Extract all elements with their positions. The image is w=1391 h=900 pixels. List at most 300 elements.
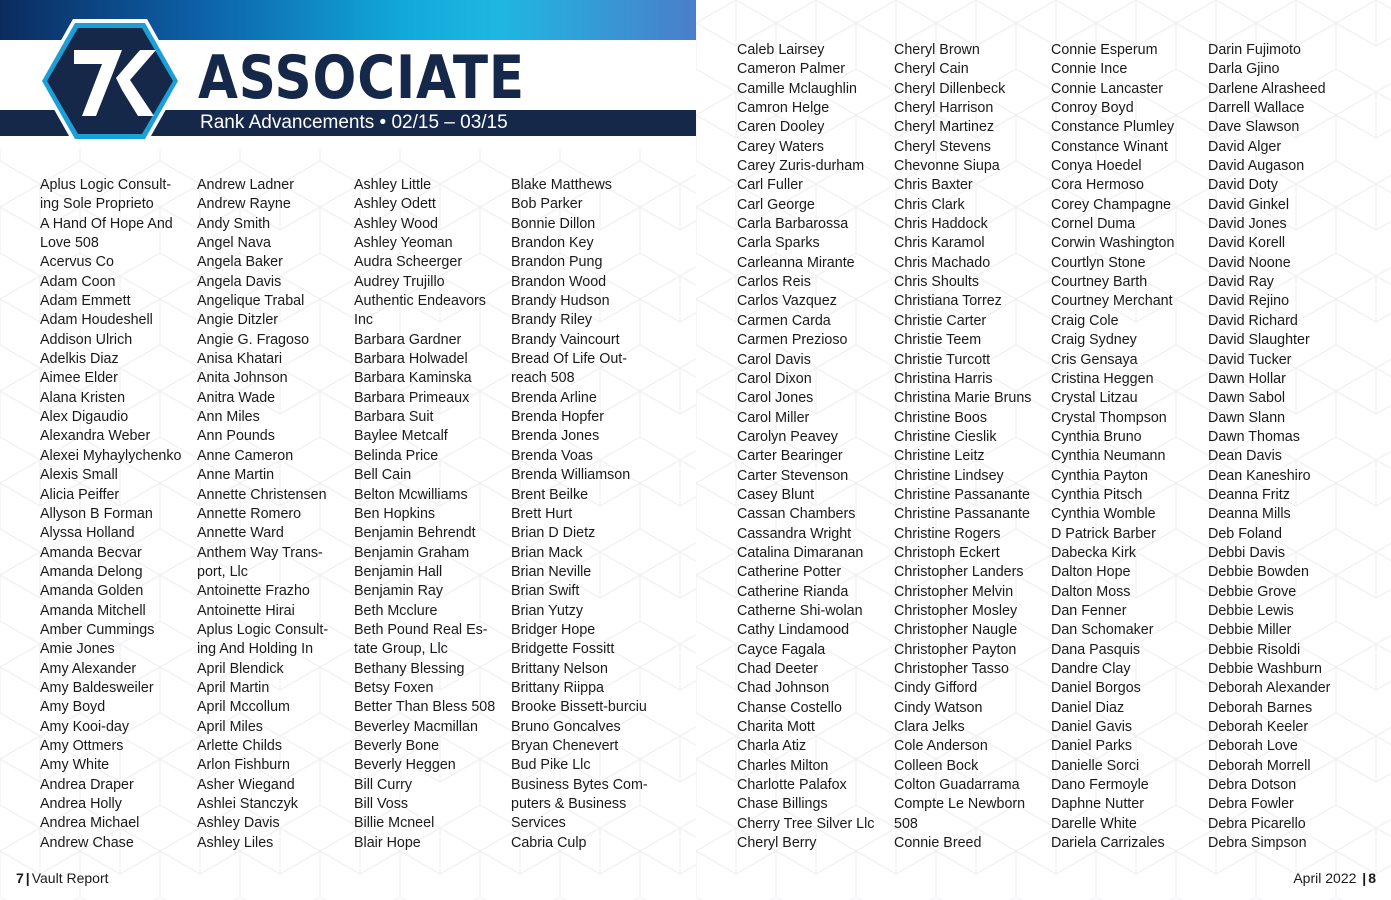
page-number-left: 7 — [16, 870, 24, 886]
associate-name: Ben Hopkins — [354, 505, 436, 522]
associate-name: Bob Parker — [511, 196, 583, 213]
associate-name: Dalton Hope — [1051, 564, 1131, 581]
associate-name: Christina Harris — [894, 370, 993, 387]
associate-name: Cynthia Bruno — [1051, 428, 1142, 445]
associate-name: Aplus Logic Consult- — [197, 621, 329, 638]
associate-name: Ann Pounds — [197, 428, 275, 445]
associate-name: Anthem Way Trans- — [197, 544, 323, 561]
associate-name: Ashley Liles — [197, 834, 274, 851]
associate-name: D Patrick Barber — [1051, 525, 1156, 542]
associate-name: Arlette Childs — [197, 737, 283, 754]
associate-name: Ashley Odett — [354, 196, 436, 213]
associate-name: Compte Le Newborn — [894, 796, 1026, 813]
footer-left — [16, 868, 109, 888]
associate-name: Brenda Williamson — [511, 467, 631, 484]
associate-name: Brandy Vaincourt — [511, 331, 620, 348]
associate-name: Beth Pound Real Es- — [354, 621, 488, 638]
associate-name: Carla Barbarossa — [737, 216, 849, 233]
associate-name: Better Than Bless 508 — [354, 699, 496, 716]
associate-name: Barbara Suit — [354, 409, 434, 426]
associate-name: Craig Cole — [1051, 312, 1119, 329]
associate-name: Carolyn Peavey — [737, 428, 838, 445]
footer-separator: | — [25, 870, 30, 886]
associate-name: Authentic Endeavors — [354, 293, 486, 310]
associate-name: Andy Smith — [197, 215, 271, 232]
associate-name: Christopher Naugle — [894, 622, 1018, 639]
associate-name: Amy Baldesweiler — [40, 679, 154, 696]
associate-name: Ann Miles — [197, 409, 260, 426]
associate-name: ing And Holding In — [197, 641, 314, 658]
associate-name: Connie Breed — [894, 835, 982, 852]
associate-name: Alexis Small — [40, 467, 118, 484]
associate-name: Debra Picarello — [1208, 815, 1306, 832]
associate-name: Carmen Carda — [737, 312, 831, 329]
associate-name: Conya Hoedel — [1051, 158, 1142, 175]
associate-name: Dariela Carrizales — [1051, 835, 1165, 852]
associate-name: Andrea Holly — [40, 796, 122, 812]
associate-name: Anne Martin — [197, 467, 275, 484]
associate-name: Ashley Davis — [197, 815, 280, 832]
associate-name: Belinda Price — [354, 447, 439, 464]
associate-name: Dave Slawson — [1208, 119, 1300, 136]
associate-name: Amy Ottmers — [40, 737, 124, 754]
associate-name: Beverley Macmillan — [354, 718, 478, 735]
associate-name: Daniel Gavis — [1051, 719, 1133, 736]
associate-name: Debbie Lewis — [1208, 602, 1294, 619]
associate-name: A Hand Of Hope And — [40, 215, 173, 232]
associate-name: Dawn Slann — [1208, 409, 1286, 426]
associate-name: Debbie Risoldi — [1208, 641, 1301, 658]
associate-name: Darelle White — [1051, 815, 1137, 832]
associate-name: Danielle Sorci — [1051, 757, 1140, 774]
associate-name: Craig Sydney — [1051, 332, 1137, 349]
name-column-6 — [894, 41, 1031, 853]
associate-name: Corey Champagne — [1051, 196, 1172, 213]
associate-name: Brittany Riippa — [511, 679, 604, 696]
associate-name: Camille Mclaughlin — [737, 80, 857, 97]
associate-name: David Doty — [1208, 177, 1278, 194]
associate-name: Courtney Merchant — [1051, 293, 1173, 310]
associate-name: Chanse Costello — [737, 699, 842, 716]
associate-name: Chad Johnson — [737, 680, 830, 697]
associate-name: Dean Davis — [1208, 448, 1282, 465]
associate-name: Cindy Watson — [894, 699, 983, 716]
associate-name: Andrew Ladner — [197, 177, 294, 193]
associate-name: Camron Helge — [737, 100, 830, 117]
associate-name: Ashley Little — [354, 177, 432, 193]
associate-name: Audra Scheerger — [354, 254, 463, 271]
associate-name: Charles Milton — [737, 757, 829, 774]
associate-name: David Slaughter — [1208, 332, 1310, 349]
associate-name: Andrew Chase — [40, 834, 134, 851]
associate-name: Amanda Golden — [40, 583, 144, 600]
associate-name: Christopher Landers — [894, 564, 1024, 581]
associate-name: Deanna Fritz — [1208, 486, 1290, 503]
associate-name: Cassandra Wright — [737, 525, 852, 542]
associate-name: Cheryl Cain — [894, 61, 969, 78]
associate-name: Darin Fujimoto — [1208, 42, 1301, 58]
associate-name: Catalina Dimaranan — [737, 544, 864, 561]
associate-name: Billie Mcneel — [354, 815, 435, 832]
associate-name: Daphne Nutter — [1051, 796, 1144, 813]
associate-name: Belton Mcwilliams — [354, 486, 468, 503]
associate-name: Brittany Nelson — [511, 660, 608, 677]
footer-publication-name: Vault Report — [31, 870, 109, 886]
associate-name: Ashley Yeoman — [354, 235, 453, 252]
associate-name: Crystal Thompson — [1051, 409, 1167, 426]
associate-name: Bridgette Fossitt — [511, 641, 615, 658]
associate-name: Benjamin Behrendt — [354, 525, 476, 542]
associate-name: Deanna Mills — [1208, 506, 1291, 523]
associate-name: Carl Fuller — [737, 177, 803, 194]
footer-issue-date: April 2022 — [1293, 870, 1357, 886]
associate-name: Blair Hope — [354, 834, 421, 851]
associate-name: David Alger — [1208, 138, 1282, 155]
name-column-2 — [197, 176, 328, 853]
associate-name: Dawn Hollar — [1208, 370, 1286, 387]
associate-name: Cheryl Berry — [737, 835, 817, 852]
associate-name: Beverly Heggen — [354, 757, 456, 774]
associate-name: Andrea Michael — [40, 815, 140, 832]
associate-name: Alexei Myhaylychenko — [40, 447, 182, 464]
associate-name: Cynthia Womble — [1051, 506, 1156, 523]
associate-name: Amie Jones — [40, 641, 115, 658]
associate-name: Annette Ward — [197, 525, 284, 542]
associate-name: Cynthia Payton — [1051, 467, 1148, 484]
associate-name: Bethany Blessing — [354, 660, 465, 677]
associate-name: Christie Teem — [894, 332, 982, 349]
associate-name: April Martin — [197, 679, 270, 696]
associate-name: Love 508 — [40, 235, 99, 252]
associate-name: Christopher Tasso — [894, 661, 1009, 677]
associate-name: Benjamin Ray — [354, 583, 443, 600]
associate-name: Chevonne Siupa — [894, 158, 1000, 175]
associate-name: Annette Romero — [197, 505, 302, 522]
associate-name: Amy Boyd — [40, 699, 106, 716]
associate-name: Baylee Metcalf — [354, 428, 448, 445]
associate-name: Christine Lindsey — [894, 467, 1004, 484]
associate-name: Cherry Tree Silver Llc — [737, 815, 875, 832]
associate-name: Bell Cain — [354, 467, 412, 484]
associate-name: Christie Carter — [894, 312, 987, 329]
associate-name: Carter Bearinger — [737, 448, 843, 465]
associate-name: Brian Yutzy — [511, 602, 584, 619]
associate-name: Cayce Fagala — [737, 641, 826, 658]
associate-name: Christopher Payton — [894, 641, 1017, 658]
associate-name: Bryan Chenevert — [511, 737, 619, 754]
associate-name: Chris Shoults — [894, 274, 980, 291]
associate-name: April Mccollum — [197, 699, 290, 716]
associate-name: Brenda Voas — [511, 447, 593, 464]
associate-name: Brian D Dietz — [511, 525, 596, 542]
name-column-1 — [40, 176, 181, 853]
associate-name: Alex Digaudio — [40, 409, 129, 426]
associate-name: Christine Passanante — [894, 486, 1030, 503]
associate-name: Carol Miller — [737, 409, 810, 426]
associate-name: Christie Turcott — [894, 351, 991, 368]
associate-name: Adam Emmett — [40, 293, 131, 310]
associate-name: Debbie Washburn — [1208, 661, 1322, 677]
associate-name: Dabecka Kirk — [1051, 544, 1137, 561]
associate-name: Carla Sparks — [737, 235, 820, 252]
associate-name: David Richard — [1208, 312, 1298, 329]
associate-name: Christiana Torrez — [894, 293, 1002, 310]
associate-name: Beth Mcclure — [354, 602, 438, 619]
associate-name: Allyson B Forman — [40, 505, 153, 522]
associate-name: Annette Christensen — [197, 486, 327, 503]
associate-name: Angel Nava — [197, 235, 271, 252]
associate-name: Catherne Shi-wolan — [737, 602, 863, 619]
associate-name: Brandy Hudson — [511, 293, 610, 310]
page-subtitle: Rank Advancements • 02/15 – 03/15 — [200, 112, 508, 133]
associate-name: Betsy Foxen — [354, 679, 434, 696]
associate-name: Dano Fermoyle — [1051, 777, 1149, 794]
associate-name: Daniel Diaz — [1051, 699, 1125, 716]
associate-name: Casey Blunt — [737, 486, 815, 503]
associate-name: Amy White — [40, 757, 110, 774]
page-number-right: 8 — [1368, 870, 1376, 886]
associate-name: puters & Business — [511, 796, 627, 812]
associate-name: Christine Boos — [894, 409, 987, 426]
associate-name: Catherine Rianda — [737, 583, 849, 600]
associate-name: Cheryl Brown — [894, 42, 980, 58]
associate-name: Amy Kooi-day — [40, 718, 129, 735]
associate-name: Carleanna Mirante — [737, 254, 855, 271]
associate-name: Brooke Bissett-burciu — [511, 699, 647, 716]
associate-name: Dawn Sabol — [1208, 390, 1286, 407]
associate-name: Charita Mott — [737, 719, 815, 736]
associate-name: Carol Dixon — [737, 370, 812, 387]
associate-name: Bonnie Dillon — [511, 215, 596, 232]
associate-name: Christine Rogers — [894, 525, 1001, 542]
associate-name: Dana Pasquis — [1051, 641, 1141, 658]
associate-name: Inc — [354, 312, 374, 329]
associate-name: Brenda Arline — [511, 389, 597, 406]
associate-name: Brandon Key — [511, 235, 594, 252]
associate-name: Christina Marie Bruns — [894, 390, 1032, 407]
associate-name: Barbara Holwadel — [354, 351, 468, 368]
associate-name: Dan Schomaker — [1051, 622, 1154, 639]
associate-name: Bread Of Life Out- — [511, 351, 628, 368]
name-column-7 — [1051, 41, 1174, 853]
associate-name: Brandon Pung — [511, 254, 603, 271]
associate-name: Chris Machado — [894, 254, 991, 271]
associate-name: Cris Gensaya — [1051, 351, 1138, 368]
associate-name: Brian Neville — [511, 563, 592, 580]
associate-name: Carter Stevenson — [737, 467, 849, 484]
associate-name: Courtlyn Stone — [1051, 254, 1146, 271]
associate-name: Cheryl Martinez — [894, 119, 995, 136]
associate-name: April Miles — [197, 718, 263, 735]
associate-name: Barbara Primeaux — [354, 389, 470, 406]
associate-name: ing Sole Proprieto — [40, 196, 154, 213]
associate-name: Anisa Khatari — [197, 351, 283, 368]
associate-name: Carl George — [737, 196, 815, 213]
associate-name: Carlos Vazquez — [737, 293, 837, 310]
associate-name: Deb Foland — [1208, 525, 1282, 542]
associate-name: Connie Ince — [1051, 61, 1128, 78]
associate-name: Anne Cameron — [197, 447, 294, 464]
associate-name: Debbie Miller — [1208, 622, 1292, 639]
associate-name: David Rejino — [1208, 293, 1290, 310]
associate-name: Cathy Lindamood — [737, 622, 850, 639]
associate-name: Caren Dooley — [737, 119, 825, 136]
associate-name: Dalton Moss — [1051, 583, 1131, 600]
associate-name: Clara Jelks — [894, 719, 965, 736]
associate-name: Daniel Parks — [1051, 738, 1133, 755]
associate-name: Carmen Prezioso — [737, 332, 848, 349]
associate-name: Carey Waters — [737, 138, 824, 155]
associate-name: Constance Winant — [1051, 138, 1168, 155]
associate-name: Bill Voss — [354, 796, 409, 812]
associate-name: Conroy Boyd — [1051, 100, 1134, 117]
associate-name: Catherine Potter — [737, 564, 842, 581]
associate-name: Alana Kristen — [40, 389, 126, 406]
associate-name: Debbie Grove — [1208, 583, 1297, 600]
associate-name: David Jones — [1208, 216, 1287, 233]
associate-name: Barbara Kaminska — [354, 370, 472, 387]
associate-name: Christine Passanante — [894, 506, 1030, 523]
associate-name: Debra Simpson — [1208, 835, 1307, 852]
associate-name: Cheryl Harrison — [894, 100, 994, 117]
associate-name: David Ray — [1208, 274, 1274, 291]
associate-name: Carol Davis — [737, 351, 811, 368]
associate-name: Audrey Trujillo — [354, 273, 445, 290]
associate-name: Benjamin Hall — [354, 563, 443, 580]
associate-name: Chris Clark — [894, 196, 965, 213]
associate-name: Amanda Delong — [40, 563, 143, 580]
associate-name: Cheryl Stevens — [894, 138, 991, 155]
associate-name: Aimee Elder — [40, 370, 118, 387]
associate-name: Christopher Mosley — [894, 602, 1018, 619]
associate-name: Services — [511, 815, 566, 832]
associate-name: Christopher Melvin — [894, 583, 1014, 600]
associate-name: Debra Dotson — [1208, 777, 1297, 794]
associate-name: Antoinette Hirai — [197, 602, 295, 619]
associate-name: Ashlei Stanczyk — [197, 796, 298, 812]
associate-name: Carol Jones — [737, 390, 814, 407]
associate-name: Chase Billings — [737, 796, 828, 813]
associate-name: Chris Haddock — [894, 216, 988, 233]
associate-name: Acervus Co — [40, 254, 114, 271]
right-page — [696, 0, 1391, 900]
associate-name: Brandy Riley — [511, 312, 593, 329]
associate-name: Alexandra Weber — [40, 428, 151, 445]
name-column-5 — [737, 41, 874, 853]
associate-name: Brandon Wood — [511, 273, 607, 290]
associate-name: Dan Fenner — [1051, 602, 1127, 619]
associate-name: Bill Curry — [354, 776, 412, 793]
associate-name: 508 — [894, 815, 918, 832]
associate-name: Cameron Palmer — [737, 61, 846, 78]
associate-name: Deborah Alexander — [1208, 680, 1331, 697]
associate-name: Bridger Hope — [511, 621, 596, 638]
associate-name: Anitra Wade — [197, 389, 276, 406]
associate-name: Courtney Barth — [1051, 274, 1148, 291]
associate-name: Cassan Chambers — [737, 506, 856, 523]
associate-name: Deborah Barnes — [1208, 699, 1313, 716]
associate-name: Barbara Gardner — [354, 331, 462, 348]
associate-name: Ashley Wood — [354, 215, 438, 232]
associate-name: Amber Cummings — [40, 621, 155, 638]
associate-name: Angie Ditzler — [197, 312, 279, 329]
associate-name: David Ginkel — [1208, 196, 1290, 213]
associate-name: Anita Johnson — [197, 370, 288, 387]
associate-name: Alicia Peiffer — [40, 486, 120, 503]
associate-name: Cristina Heggen — [1051, 370, 1154, 387]
associate-name: Cole Anderson — [894, 738, 988, 755]
associate-name: Corwin Washington — [1051, 235, 1175, 252]
associate-name: Dawn Thomas — [1208, 428, 1300, 445]
associate-name: Benjamin Graham — [354, 544, 470, 561]
page-title: ASSOCIATE — [198, 43, 526, 113]
associate-name: Connie Lancaster — [1051, 80, 1164, 97]
name-column-4 — [511, 176, 648, 853]
associate-name: Bruno Goncalves — [511, 718, 621, 735]
associate-name: Charlotte Palafox — [737, 777, 847, 794]
associate-name: Connie Esperum — [1051, 42, 1158, 58]
associate-name: David Tucker — [1208, 351, 1292, 368]
associate-name: Debbie Bowden — [1208, 564, 1309, 581]
associate-name: Blake Matthews — [511, 177, 612, 193]
associate-name: Brenda Jones — [511, 428, 600, 445]
associate-name: David Noone — [1208, 254, 1291, 271]
associate-name: David Korell — [1208, 235, 1286, 252]
associate-name: Cornel Duma — [1051, 216, 1136, 233]
associate-name: Adam Houdeshell — [40, 312, 153, 329]
associate-name: Charla Atiz — [737, 738, 807, 755]
associate-name: tate Group, Llc — [354, 641, 448, 658]
associate-name: Andrea Draper — [40, 776, 134, 793]
associate-name: Darla Gjino — [1208, 61, 1280, 78]
associate-name: Andrew Rayne — [197, 196, 291, 213]
associate-name: Amanda Mitchell — [40, 602, 146, 619]
associate-name: Alyssa Holland — [40, 525, 135, 542]
associate-name: Cabria Culp — [511, 834, 587, 851]
associate-name: Christine Leitz — [894, 448, 985, 465]
associate-name: Brian Mack — [511, 544, 583, 561]
associate-name: Brett Hurt — [511, 505, 573, 522]
associate-name: Cynthia Neumann — [1051, 448, 1166, 465]
associate-name: Arlon Fishburn — [197, 757, 290, 774]
associate-name: Chad Deeter — [737, 661, 819, 677]
associate-name: Chris Karamol — [894, 235, 985, 252]
associate-name: Cheryl Dillenbeck — [894, 80, 1006, 97]
associate-name: April Blendick — [197, 660, 284, 677]
associate-name: Adam Coon — [40, 273, 116, 290]
associate-name: Carlos Reis — [737, 274, 811, 291]
associate-name: Asher Wiegand — [197, 776, 295, 793]
associate-name: Amy Alexander — [40, 660, 137, 677]
associate-name: Carey Zuris-durham — [737, 158, 865, 175]
associate-name: Caleb Lairsey — [737, 42, 825, 58]
associate-name: Beverly Bone — [354, 737, 440, 754]
associate-name: reach 508 — [511, 370, 575, 387]
associate-name: Deborah Love — [1208, 738, 1298, 755]
associate-name: Chris Baxter — [894, 177, 973, 194]
7k-logo-icon — [36, 16, 184, 146]
associate-name: Constance Plumley — [1051, 119, 1175, 136]
associate-name: Debbi Davis — [1208, 544, 1286, 561]
name-column-3 — [354, 176, 495, 853]
associate-name: Deborah Keeler — [1208, 719, 1309, 736]
associate-name: port, Llc — [197, 563, 248, 580]
associate-name: Brian Swift — [511, 583, 580, 600]
associate-name: Angelique Trabal — [197, 293, 305, 310]
associate-name: Amanda Becvar — [40, 544, 142, 561]
page-header — [0, 0, 696, 150]
associate-name: Darlene Alrasheed — [1208, 80, 1326, 97]
